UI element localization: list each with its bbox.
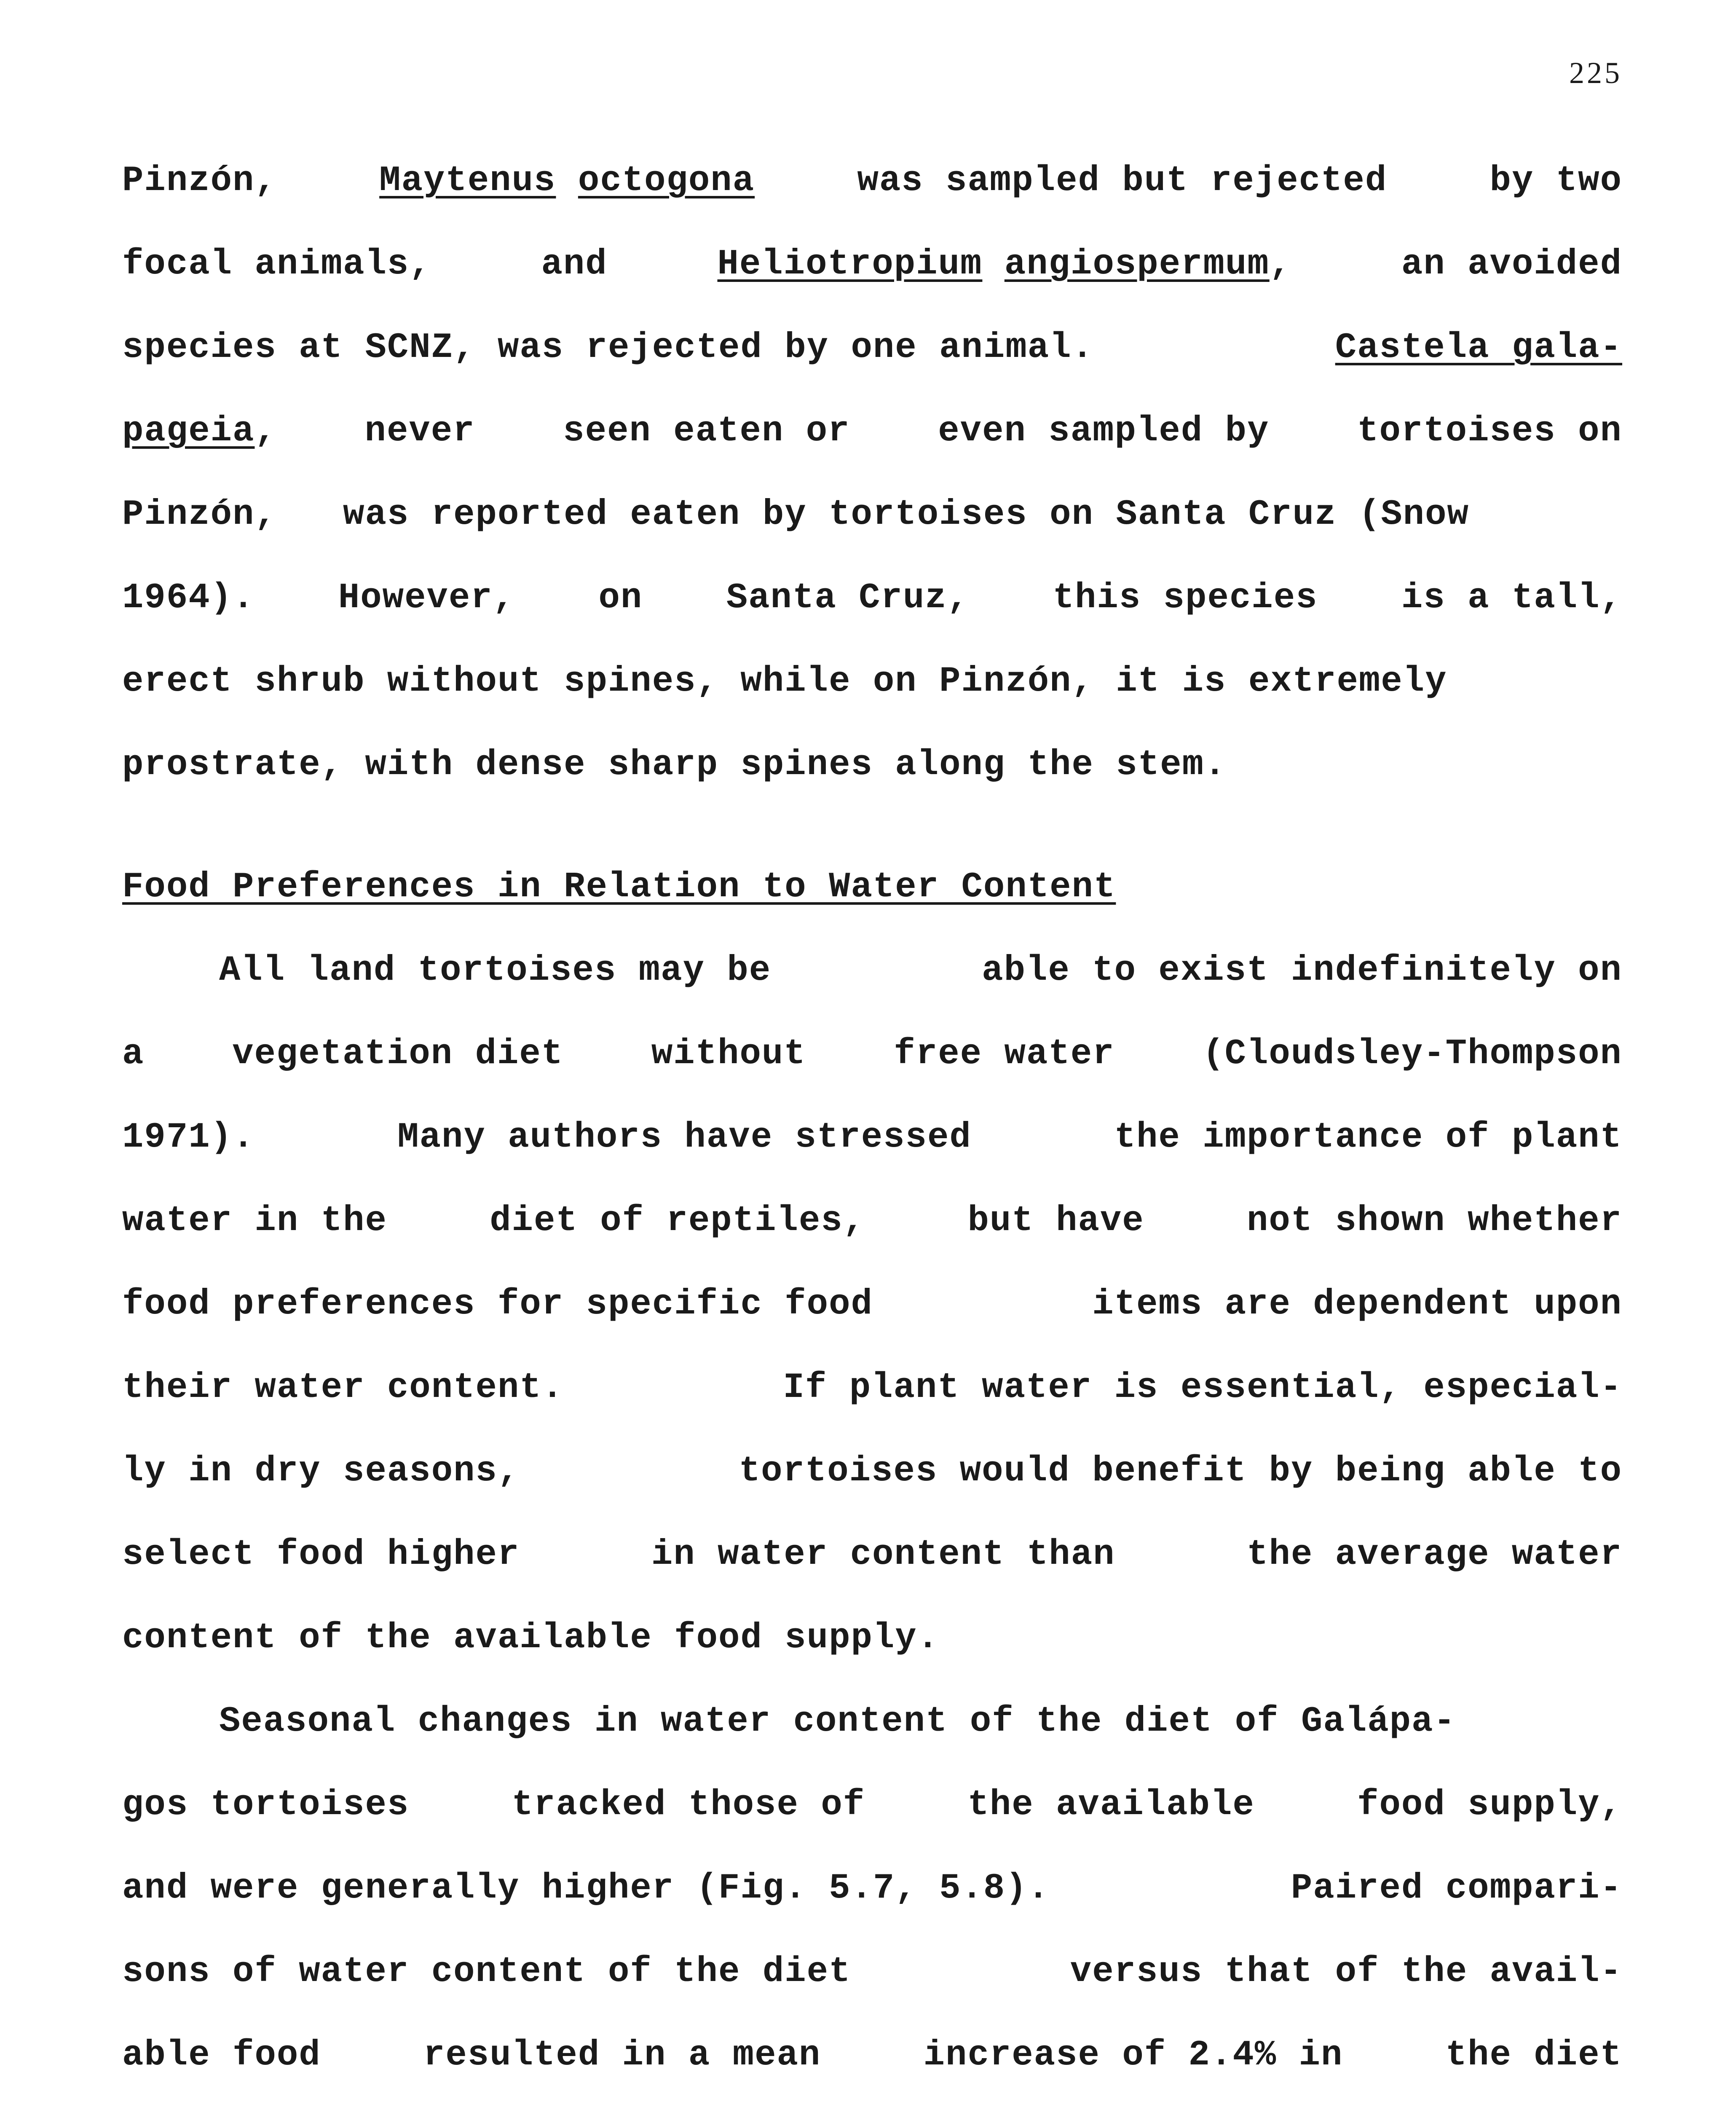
text-run: erect shrub without spines, while on Pinzón, it is extremely (122, 662, 1447, 702)
text-run: an avoided (1401, 244, 1622, 284)
species-name: pageia (122, 411, 255, 451)
text-run: tracked those of (512, 1785, 865, 1825)
text-run: tortoises would benefit by being able to (739, 1451, 1622, 1491)
text-line (122, 406, 1622, 490)
text-run: able food (122, 2035, 321, 2075)
text-run: the importance of plant (1114, 1118, 1622, 1158)
text-run: diet of reptiles, (490, 1201, 865, 1241)
text-line (122, 1947, 1622, 2030)
text-line (122, 1363, 1622, 1446)
text-run: without (651, 1034, 806, 1074)
text-line (122, 1196, 1622, 1279)
text-run: in water content than (651, 1535, 1115, 1575)
species-name: angiospermum (1004, 244, 1270, 284)
page-body (122, 156, 1622, 2107)
text-run: their water content. (122, 1368, 564, 1408)
text-line (122, 1530, 1622, 1613)
text-run: is a tall, (1401, 578, 1622, 618)
text-run: and were generally higher (Fig. 5.7, 5.8). (122, 1868, 1050, 1909)
text-run: versus that of the avail- (1070, 1952, 1622, 1992)
text-run: (Cloudsley-Thompson (1203, 1034, 1622, 1074)
text-line (122, 740, 1622, 823)
text-run: Pinzón, was reported eaten by tortoises on Santa Cruz (Snow (122, 495, 1469, 535)
text-run: items are dependent upon (1092, 1284, 1622, 1324)
text-run: a (122, 1034, 145, 1074)
text-run: was sampled but rejected (857, 161, 1388, 201)
text-line (122, 1697, 1622, 1780)
text-run: Many authors have stressed (397, 1118, 972, 1158)
text-run: increase of 2.4% in (923, 2035, 1343, 2075)
text-run: the diet (1445, 2035, 1622, 2075)
text-run: prostrate, with dense sharp spines along the stem. (122, 745, 1227, 785)
text-run: Pinzón, (122, 161, 277, 201)
text-run: , (255, 411, 277, 451)
text-line (122, 1279, 1622, 1363)
text-line (122, 1863, 1622, 1947)
text-run: food supply, (1357, 1785, 1622, 1825)
page-number: 225 (1569, 56, 1622, 90)
text-run: water in the (122, 1201, 387, 1241)
species-name: Heliotropium (717, 244, 983, 284)
species-name: octogona (578, 161, 755, 201)
text-run: not shown whether (1247, 1201, 1622, 1241)
text-run: 1964). (122, 578, 255, 618)
text-run: free water (894, 1034, 1115, 1074)
text-line (122, 1446, 1622, 1530)
species-name: Maytenus (379, 161, 556, 201)
text-line (122, 946, 1622, 1029)
text-run: All land tortoises may be (219, 951, 772, 991)
text-run: select food higher (122, 1535, 520, 1575)
text-run: species at SCNZ, was rejected by one animal. (122, 328, 1094, 368)
text-run: and (541, 244, 608, 284)
text-run: vegetation diet (232, 1034, 564, 1074)
text-run: tortoises on (1357, 411, 1622, 451)
species-name: Castela gala- (1335, 328, 1622, 368)
text-run: Paired compari- (1291, 1868, 1622, 1909)
text-run: focal animals, (122, 244, 431, 284)
text-line (122, 2030, 1622, 2107)
text-line (122, 1780, 1622, 1863)
text-run: by two (1490, 161, 1622, 201)
text-run: even sampled by (938, 411, 1270, 451)
text-run: able to exist indefinitely on (982, 951, 1622, 991)
text-run: sons of water content of the diet (122, 1952, 851, 1992)
text-run: If plant water is essential, especial- (783, 1368, 1622, 1408)
text-run: food preferences for specific food (122, 1284, 873, 1324)
text-run: 1971). (122, 1118, 255, 1158)
text-run: content of the available food supply. (122, 1618, 940, 1658)
text-line (122, 1613, 1622, 1697)
text-line (122, 490, 1622, 573)
text-run: However, (338, 578, 515, 618)
section-heading-text: Food Preferences in Relation to Water Content (122, 867, 1116, 907)
text-run: on (598, 578, 643, 618)
text-line (122, 239, 1622, 323)
text-run: but have (967, 1201, 1144, 1241)
text-run: this species (1053, 578, 1318, 618)
text-run: Santa Cruz, (726, 578, 970, 618)
text-run: the average water (1247, 1535, 1622, 1575)
text-line (122, 1112, 1622, 1196)
text-run: , (1269, 244, 1292, 284)
text-line (122, 657, 1622, 740)
text-line (122, 323, 1622, 406)
text-run: ly in dry seasons, (122, 1451, 520, 1491)
text-line (122, 156, 1622, 239)
text-line (122, 573, 1622, 657)
text-run: Seasonal changes in water content of the diet of Galápa- (219, 1702, 1456, 1742)
section-heading (122, 862, 1622, 946)
text-run: seen eaten or (563, 411, 850, 451)
text-run: the available (967, 1785, 1255, 1825)
text-line (122, 1029, 1622, 1112)
text-run: resulted in a mean (423, 2035, 821, 2075)
text-run: gos tortoises (122, 1785, 410, 1825)
text-run: never (364, 411, 475, 451)
